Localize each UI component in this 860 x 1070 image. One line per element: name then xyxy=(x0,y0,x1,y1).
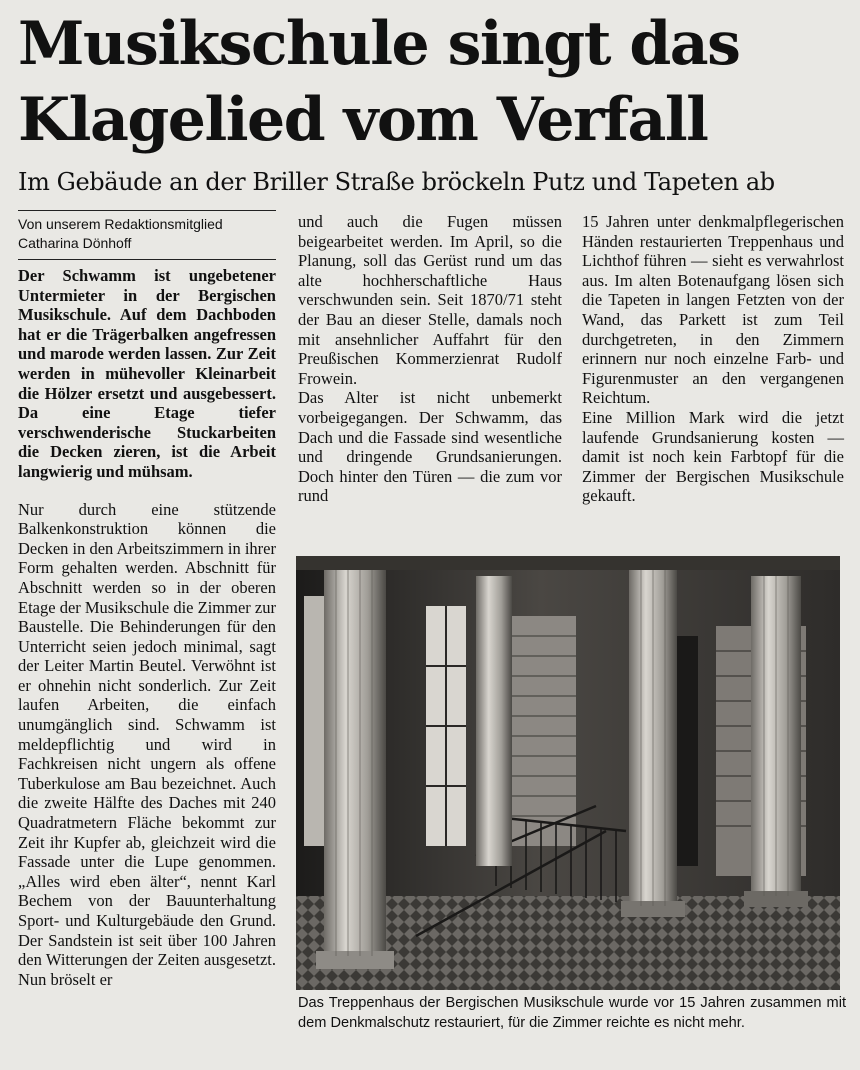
body-paragraph-col2-2: Das Alter ist nicht unbemerkt vorbeigegangen. Der Schwamm, das Dach und die Fassade sind wesentliche und dringende Grundsanierungen. Doch hinter den Türen — die zum vor rund xyxy=(298,388,562,506)
photo-caption: Das Treppenhaus der Bergischen Musikschule wurde vor 15 Jahren zusammen mit dem Denkmalschutz restauriert, für die Zimmer reichte es nicht mehr. xyxy=(298,995,846,1031)
article-column-2 xyxy=(298,212,562,506)
byline-line-1: Von unserem Redaktionsmitglied xyxy=(18,216,223,232)
lead-paragraph: Der Schwamm ist ungebetener Untermieter in der Bergischen Musikschule. Auf dem Dachboden hat er die Trägerbalken angefressen und marode werden lassen. Zur Zeit werden in mühevoller Kleinarbeit die Hölzer ersetzt und ausgebessert. Da eine Etage tiefer verschwenderische Stuckarbeiten die Decken zieren, ist die Arbeit langwierig und mühsam. xyxy=(18,266,276,481)
body-paragraph-col1: Nur durch eine stützende Balkenkonstruktion können die Decken in den Arbeitszimmern in ihrer Form gehalten werden. Abschnitt für Abschnitt werden so in der oberen Etage der Musikschule die Zimmer zur Baustelle. Die Behinderungen für den Unterricht seien jedoch minimal, sagt der Leiter Martin Beutel. Verwöhnt ist er ohnehin nicht sonderlich. Zur Zeit laufen Arbeiten, die einfach unumgänglich sind. Schwamm ist meldepflichtig und wird in Fachkreisen nicht ungern als offene Tuberkulose am Bau bezeichnet. Auch die zweite Hälfte des Daches mit 240 Quadratmetern Fläche bekommt zur Zeit ihr Kupfer ab, gleichzeit wird die Fassade unter die Lupe genommen. „Alles wird eben älter“, nennt Karl Bechem von der Bauunterhaltung Sport- und Kulturgebäude den Grund. Der Sandstein ist seit über 100 Jahren den Witterungen der Zeiten ausgesetzt. Nun bröselt er xyxy=(18,499,276,989)
headline xyxy=(18,6,848,158)
body-paragraph-col2-1: und auch die Fugen müssen beigearbeitet werden. Im April, so die Planung, soll das Gerüst rund um das alte hochherschaftliche Haus verschwunden sein. Seit 1870/71 steht der Bau an dieser Stelle, damals noch mit ansehnlicher Auffahrt für den Preußischen Kommerzienrat Rudolf Frowein. xyxy=(298,212,562,388)
body-paragraph-col3-1: 15 Jahren unter denkmalpflegerischen Händen restaurierten Treppenhaus und Lichthof führen — sieht es verwahrlost aus. Im alten Botenaufgang lösen sich die Tapeten in langen Fetzten von der Wand, das Parkett ist zum Teil durchgetreten, in den Zimmern erinnern nur noch einzelne Farb- und Figurenmuster an den vergangenen Reichtum. xyxy=(582,212,844,408)
subheadline: Im Gebäude an der Briller Straße bröckeln Putz und Tapeten ab xyxy=(18,168,775,196)
body-paragraph-col3-2: Eine Million Mark wird die jetzt laufende Grundsanierung kosten — damit ist noch kein Farbtopf für die Zimmer der Bergischen Musikschule gekauft. xyxy=(582,407,844,506)
staircase-photo xyxy=(296,556,840,990)
byline xyxy=(18,211,276,259)
headline-line-1: Musikschule singt das xyxy=(18,9,740,79)
staircase-photo-illustration xyxy=(296,556,840,990)
article-column-1 xyxy=(18,210,276,989)
article-column-3 xyxy=(582,212,844,506)
byline-author: Catharina Dönhoff xyxy=(18,235,132,251)
headline-line-2: Klagelied vom Verfall xyxy=(18,85,708,155)
